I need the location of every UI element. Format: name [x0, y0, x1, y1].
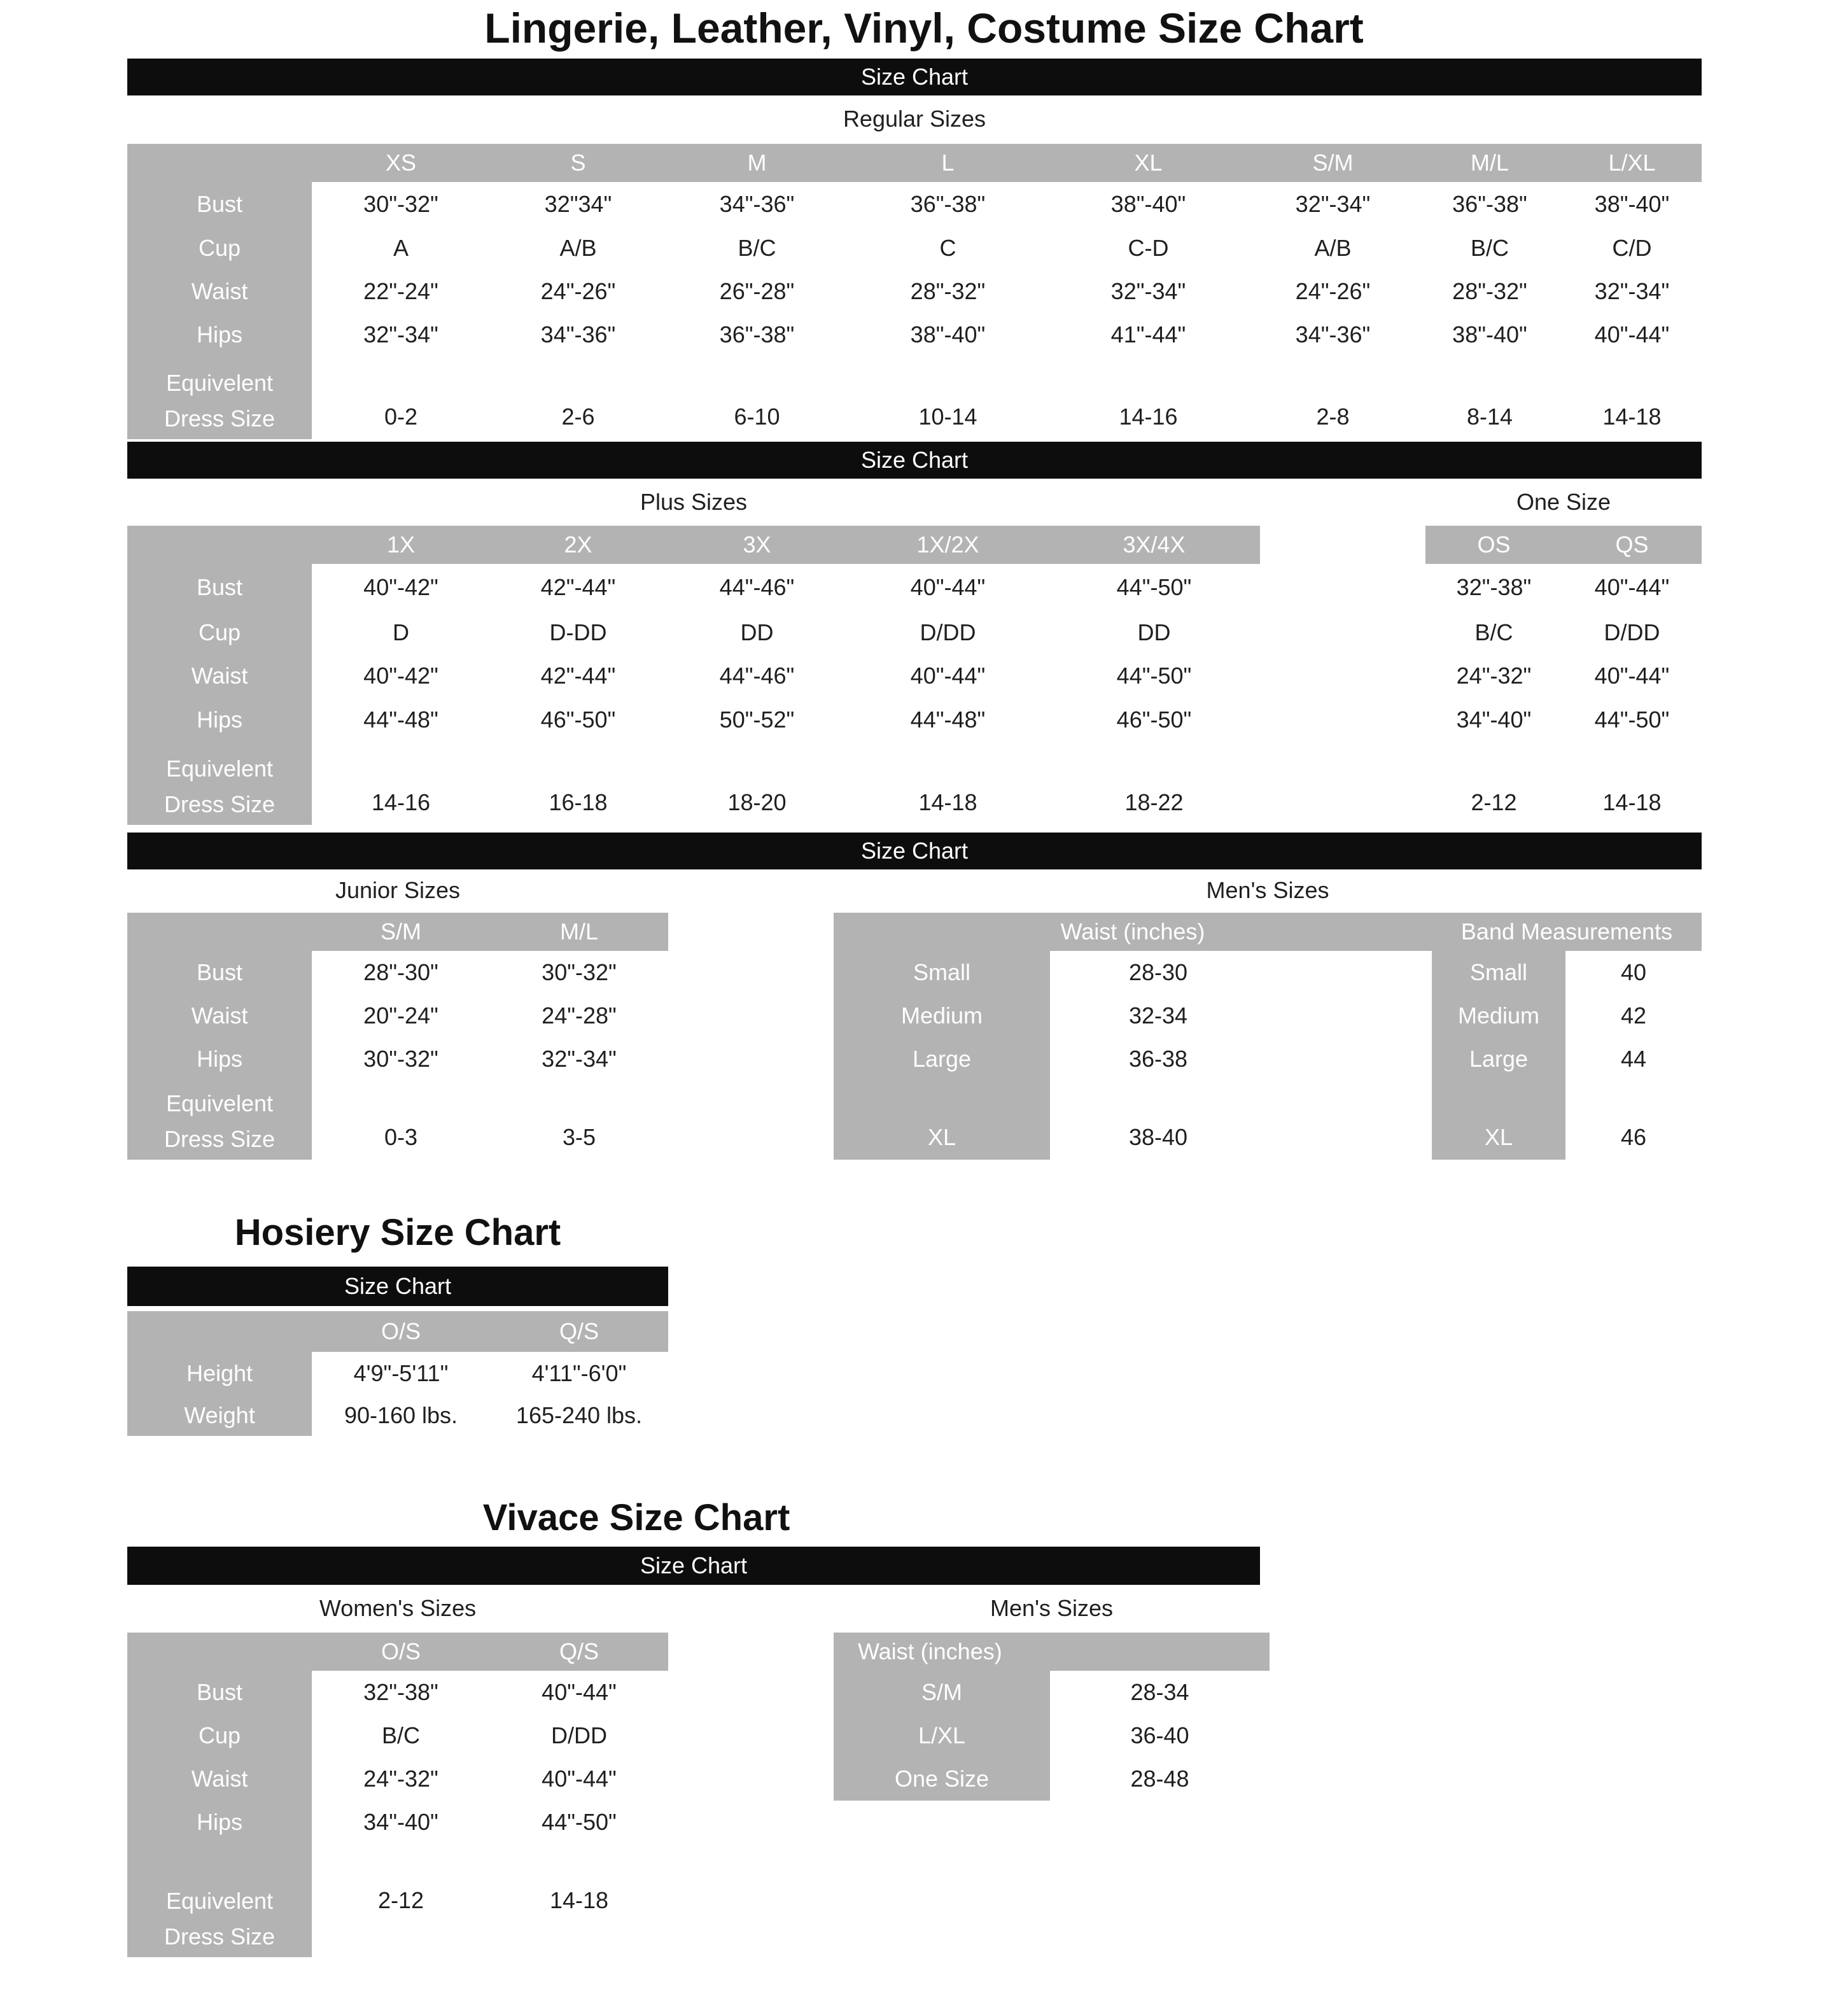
size-chart-bar-plus: [127, 442, 1702, 479]
table-cell: 46: [1620, 1124, 1647, 1150]
size-chart-bar-label: Size Chart: [860, 64, 969, 90]
column-header: XS: [312, 144, 490, 182]
table-cell: 32-34: [1128, 1002, 1188, 1029]
table-cell: 14-16: [1119, 404, 1178, 430]
column-header: S/M: [1249, 144, 1417, 182]
mens-waist-table: [834, 913, 1432, 1160]
table-cell: 44"-48": [363, 706, 438, 733]
table-cell: 40"-44": [1594, 321, 1670, 348]
size-chart-bar-label: Size Chart: [344, 1273, 452, 1299]
spacer-cell: [1266, 951, 1432, 994]
column-header: Q/S: [490, 1633, 668, 1671]
table-cell: 14-18: [918, 789, 977, 815]
size-chart-bar-label: Size Chart: [860, 447, 969, 473]
table-cell: 28"-30": [363, 959, 438, 985]
row-label: Medium: [1432, 994, 1565, 1037]
row-label: Cup: [127, 1714, 312, 1757]
row-label: Height: [127, 1352, 312, 1395]
table-cell: A/B: [1314, 235, 1352, 261]
table-cell: 18-22: [1124, 789, 1184, 815]
table-cell: 38-40: [1128, 1124, 1188, 1150]
table-cell: 36-38: [1128, 1046, 1188, 1072]
row-label: Large: [834, 1037, 1050, 1081]
size-chart-bar-vivace: [127, 1547, 1260, 1585]
table-cell: 24"-32": [1456, 663, 1532, 689]
size-chart-bar-regular: [127, 59, 1702, 95]
table-cell: 0-2: [384, 404, 418, 430]
table-cell: 44"-50": [1116, 663, 1192, 689]
table-cell: 44"-48": [910, 706, 986, 733]
corner-cell: [127, 913, 312, 951]
table-cell: A: [393, 235, 409, 261]
table-cell: 36"-38": [910, 191, 986, 217]
table-cell: C/D: [1612, 235, 1652, 261]
table-cell: 40"-44": [1594, 663, 1670, 689]
size-chart-bar-label: Size Chart: [640, 1552, 748, 1578]
table-cell: 24"-28": [542, 1002, 617, 1029]
row-label: Bust: [127, 951, 312, 994]
row-label: Bust: [127, 182, 312, 227]
junior-sizes-heading: Junior Sizes: [335, 877, 461, 903]
row-label: Hips: [127, 313, 312, 356]
table-cell: 28-30: [1128, 959, 1188, 985]
row-label: Small: [1432, 951, 1565, 994]
corner-cell: [127, 1311, 312, 1352]
spacer-cell: [1266, 1081, 1432, 1160]
table-cell: 22"-24": [363, 278, 438, 304]
table-cell: 6-10: [734, 404, 780, 430]
table-cell: 46"-50": [1116, 706, 1192, 733]
table-cell: D-DD: [549, 619, 607, 645]
table-cell: 14-18: [549, 1887, 609, 1913]
one-size-heading: One Size: [1516, 489, 1611, 515]
table-cell: 32"-34": [1594, 278, 1670, 304]
table-cell: 0-3: [384, 1124, 418, 1150]
row-label: L/XL: [834, 1714, 1050, 1757]
table-cell: 44"-50": [1116, 574, 1192, 600]
column-header: XL: [1048, 144, 1249, 182]
table-cell: 2-12: [1471, 789, 1517, 815]
table-cell: 30"-32": [363, 1046, 438, 1072]
table-cell: 36"-38": [1452, 191, 1527, 217]
column-header: M: [666, 144, 848, 182]
row-label: Cup: [127, 611, 312, 654]
table-cell: 14-18: [1602, 789, 1662, 815]
table-cell: D: [393, 619, 409, 645]
table-cell: B/C: [1474, 619, 1513, 645]
table-cell: 16-18: [549, 789, 608, 815]
table-cell: 8-14: [1466, 404, 1513, 430]
spacer-cell: [1266, 994, 1432, 1037]
table-cell: 46"-50": [540, 706, 616, 733]
table-cell: 42: [1620, 1002, 1647, 1029]
column-header: M/L: [490, 913, 668, 951]
table-cell: 36"-38": [719, 321, 795, 348]
table-cell: 41"-44": [1110, 321, 1186, 348]
hosiery-title: Hosiery Size Chart: [234, 1211, 561, 1253]
table-cell: 42"-44": [540, 663, 616, 689]
table-cell: C: [939, 235, 956, 261]
mens-sizes-heading: Men's Sizes: [1206, 877, 1329, 903]
table-cell: 32"-34": [1110, 278, 1186, 304]
table-cell: 2-8: [1316, 404, 1350, 430]
table-cell: B/C: [738, 235, 776, 261]
size-chart-bar-hosiery: [127, 1267, 668, 1306]
table-cell: 42"-44": [540, 574, 616, 600]
table-cell: 38"-40": [910, 321, 986, 348]
table-cell: 14-18: [1602, 404, 1662, 430]
table-cell: 28-34: [1130, 1679, 1189, 1705]
table-cell: 32"-38": [1456, 574, 1532, 600]
table-cell: 38"-40": [1594, 191, 1670, 217]
row-label: Medium: [834, 994, 1050, 1037]
table-cell: D/DD: [551, 1722, 607, 1748]
table-cell: 32"-34": [542, 1046, 617, 1072]
row-label: XL: [834, 1081, 1050, 1160]
table-cell: 30"-32": [363, 191, 438, 217]
row-label: Hips: [127, 698, 312, 742]
column-header: 1X: [312, 526, 490, 564]
row-label-dress-size: Equivelent Dress Size: [127, 742, 312, 825]
column-header: S: [490, 144, 666, 182]
row-label: XL: [1432, 1081, 1565, 1160]
corner-cell: [127, 1633, 312, 1671]
table-cell: 34"-40": [1456, 706, 1532, 733]
column-header: L: [848, 144, 1048, 182]
table-cell: 38"-40": [1110, 191, 1186, 217]
mens-band-header: Band Measurements: [1432, 913, 1702, 951]
spacer-cell: [1266, 1037, 1432, 1081]
row-label-dress-size: Equivelent Dress Size: [127, 356, 312, 439]
column-header: 3X/4X: [1048, 526, 1260, 564]
regular-sizes-table: [127, 144, 1702, 439]
row-label: Waist: [127, 270, 312, 313]
page-title: Lingerie, Leather, Vinyl, Costume Size Chart: [484, 4, 1364, 52]
column-header: OS: [1425, 526, 1562, 564]
table-cell: 44"-50": [1594, 706, 1670, 733]
table-cell: 36-40: [1130, 1722, 1189, 1748]
table-cell: 34"-36": [540, 321, 616, 348]
regular-sizes-heading: Regular Sizes: [843, 106, 986, 132]
mens-waist-header: Waist (inches): [834, 913, 1432, 951]
table-cell: 44"-46": [719, 574, 795, 600]
table-cell: 40"-44": [910, 663, 986, 689]
table-cell: 32"-38": [363, 1679, 438, 1705]
row-label: Waist: [127, 994, 312, 1037]
vivace-mens-table: [834, 1633, 1270, 1801]
table-cell: 40"-42": [363, 663, 438, 689]
corner-cell: [127, 526, 312, 564]
table-cell: 24"-26": [1295, 278, 1371, 304]
table-cell: D/DD: [1604, 619, 1660, 645]
row-label: Cup: [127, 227, 312, 270]
table-cell: 40: [1620, 959, 1647, 985]
table-cell: 2-6: [561, 404, 595, 430]
table-cell: B/C: [381, 1722, 420, 1748]
table-cell: 28"-32": [910, 278, 986, 304]
column-header: QS: [1562, 526, 1702, 564]
row-label: Bust: [127, 1671, 312, 1714]
vivace-mens-heading: Men's Sizes: [990, 1595, 1113, 1621]
table-cell: 4'9"-5'11": [353, 1360, 449, 1386]
table-cell: 40"-44": [542, 1679, 617, 1705]
row-label: Hips: [127, 1801, 312, 1844]
table-cell: 20"-24": [363, 1002, 438, 1029]
table-cell: 24"-26": [540, 278, 616, 304]
corner-cell: [127, 144, 312, 182]
table-cell: A/B: [559, 235, 597, 261]
junior-sizes-table: [127, 913, 668, 1160]
table-cell: 32"-34": [363, 321, 438, 348]
table-cell: DD: [740, 619, 774, 645]
column-header: Q/S: [490, 1311, 668, 1352]
table-cell: 24"-32": [363, 1766, 438, 1792]
mens-band-table: [1432, 913, 1702, 1160]
plus-sizes-table: [127, 526, 1260, 825]
row-label: Hips: [127, 1037, 312, 1081]
column-header: 2X: [490, 526, 666, 564]
column-header: L/XL: [1562, 144, 1702, 182]
table-cell: 4'11"-6'0": [531, 1360, 627, 1386]
column-header: O/S: [312, 1311, 490, 1352]
table-cell: 34"-36": [719, 191, 795, 217]
vivace-title: Vivace Size Chart: [482, 1496, 790, 1538]
row-label: Small: [834, 951, 1050, 994]
table-cell: 2-12: [377, 1887, 424, 1913]
plus-sizes-heading: Plus Sizes: [640, 489, 748, 515]
size-chart-bar-junior-mens: [127, 833, 1702, 869]
size-chart-bar-label: Size Chart: [860, 838, 969, 864]
column-header: S/M: [312, 913, 490, 951]
column-header: 1X/2X: [848, 526, 1048, 564]
table-cell: 3-5: [562, 1124, 596, 1150]
table-cell: 38"-40": [1452, 321, 1527, 348]
vivace-mens-waist-header: Waist (inches): [834, 1633, 1270, 1671]
one-size-table: [1425, 526, 1702, 825]
table-cell: B/C: [1470, 235, 1509, 261]
column-header: O/S: [312, 1633, 490, 1671]
table-cell: D/DD: [920, 619, 976, 645]
table-cell: 28"-32": [1452, 278, 1527, 304]
table-cell: 40"-42": [363, 574, 438, 600]
table-cell: DD: [1137, 619, 1171, 645]
table-cell: 50"-52": [719, 706, 795, 733]
column-header: M/L: [1417, 144, 1562, 182]
row-label-dress-size: Equivelent Dress Size: [127, 1844, 312, 1957]
row-label: Large: [1432, 1037, 1565, 1081]
column-header: 3X: [666, 526, 848, 564]
table-cell: 44"-46": [719, 663, 795, 689]
table-cell: 32"34": [544, 191, 612, 217]
row-label: Waist: [127, 654, 312, 698]
table-cell: 44"-50": [542, 1809, 617, 1835]
table-cell: 40"-44": [1594, 574, 1670, 600]
table-cell: 14-16: [371, 789, 431, 815]
row-label: Bust: [127, 564, 312, 611]
hosiery-table: [127, 1311, 668, 1436]
table-cell: 18-20: [727, 789, 787, 815]
table-cell: 32"-34": [1295, 191, 1371, 217]
vivace-womens-heading: Women's Sizes: [319, 1595, 477, 1621]
table-cell: 10-14: [918, 404, 977, 430]
table-cell: 34"-40": [363, 1809, 438, 1835]
row-label-dress-size: Equivelent Dress Size: [127, 1081, 312, 1160]
table-cell: 90-160 lbs.: [344, 1402, 458, 1428]
table-cell: 165-240 lbs.: [515, 1402, 643, 1428]
table-cell: 40"-44": [910, 574, 986, 600]
row-label: S/M: [834, 1671, 1050, 1714]
table-cell: 28-48: [1130, 1766, 1189, 1792]
table-cell: 30"-32": [542, 959, 617, 985]
table-cell: 44: [1620, 1046, 1647, 1072]
row-label: One Size: [834, 1757, 1050, 1801]
table-cell: 40"-44": [542, 1766, 617, 1792]
table-cell: 26"-28": [719, 278, 795, 304]
table-cell: C-D: [1128, 235, 1169, 261]
vivace-womens-table: [127, 1633, 668, 1957]
table-cell: 34"-36": [1295, 321, 1371, 348]
row-label: Weight: [127, 1395, 312, 1436]
row-label: Waist: [127, 1757, 312, 1801]
